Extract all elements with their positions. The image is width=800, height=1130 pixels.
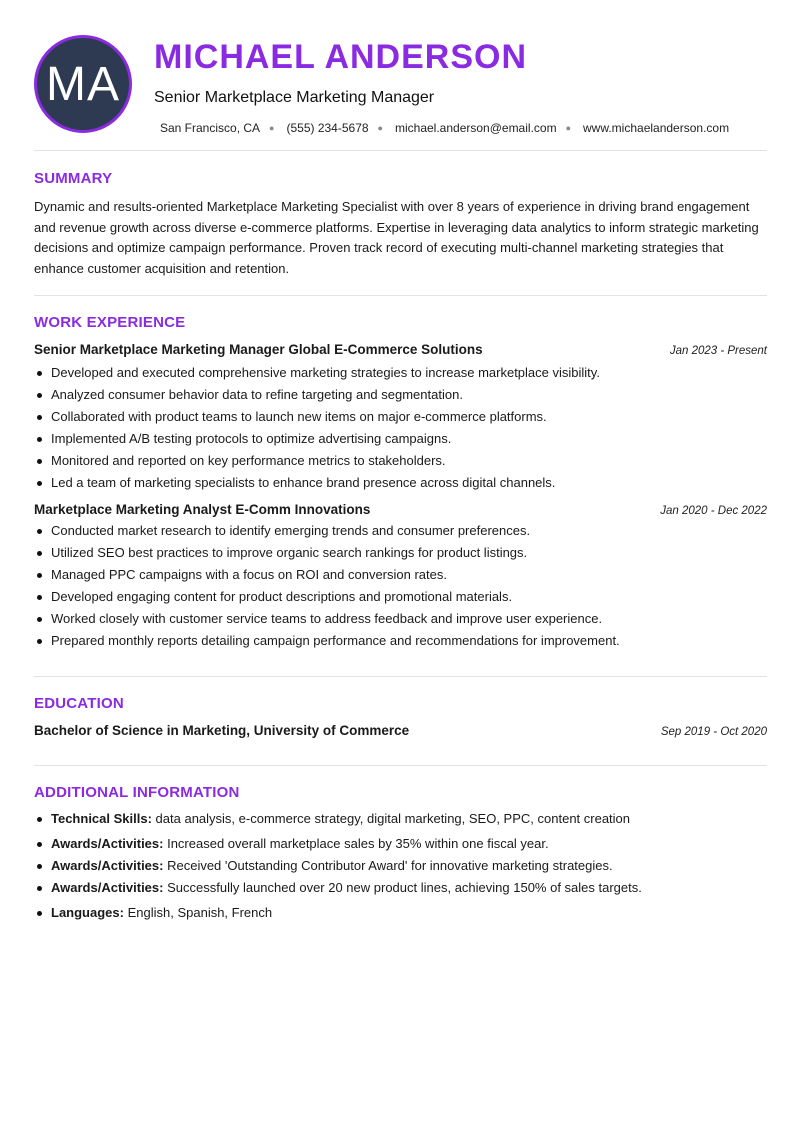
list-item: Utilized SEO best practices to improve organic search rankings for product listings.	[51, 542, 767, 564]
degree: Bachelor of Science in Marketing, University of Commerce	[34, 723, 410, 738]
item-text: Received 'Outstanding Contributor Award' for innovative marketing strategies.	[167, 858, 613, 873]
list-item	[51, 902, 767, 924]
list-item: Analyzed consumer behavior data to refine targeting and segmentation.	[51, 384, 767, 406]
contact-location: San Francisco, CA	[160, 121, 261, 135]
avatar: MA	[34, 35, 132, 133]
item-text: English, Spanish, French	[127, 905, 273, 920]
item-label: Technical Skills:	[51, 811, 152, 826]
job-dates: Jan 2020 - Dec 2022	[660, 505, 767, 517]
summary-section	[34, 151, 767, 295]
job-bullets	[34, 520, 767, 652]
experience-section	[34, 296, 767, 676]
list-item: Conducted market research to identify emerging trends and consumer preferences.	[51, 520, 767, 542]
candidate-name: MICHAEL ANDERSON	[154, 38, 528, 76]
list-item	[51, 808, 767, 830]
list-item: Developed and executed comprehensive marketing strategies to increase marketplace visibility.	[51, 362, 767, 384]
contact-website[interactable]: www.michaelanderson.com	[583, 121, 730, 135]
section-title: WORK EXPERIENCE	[34, 314, 186, 331]
list-item: Implemented A/B testing protocols to optimize advertising campaigns.	[51, 428, 767, 450]
list-item: Worked closely with customer service teams to address feedback and improve user experience.	[51, 608, 767, 630]
list-item	[51, 833, 767, 855]
job-header	[34, 342, 767, 357]
section-title: SUMMARY	[34, 170, 113, 187]
job-role-company: Marketplace Marketing Analyst E-Comm Innovations	[34, 502, 371, 517]
list-item: Prepared monthly reports detailing campaign performance and recommendations for improvement.	[51, 630, 767, 652]
job-dates: Jan 2023 - Present	[669, 345, 767, 357]
item-text: Increased overall marketplace sales by 35% within one fiscal year.	[167, 836, 549, 851]
list-item: Monitored and reported on key performance metrics to stakeholders.	[51, 450, 767, 472]
item-label: Languages:	[51, 905, 124, 920]
candidate-title: Senior Marketplace Marketing Manager	[154, 89, 435, 106]
item-text: Successfully launched over 20 new product lines, achieving 150% of sales targets.	[167, 880, 642, 895]
resume-header	[34, 0, 767, 150]
education-entry	[34, 723, 767, 738]
item-label: Awards/Activities:	[51, 858, 164, 873]
contact-email[interactable]: michael.anderson@email.com	[394, 121, 557, 135]
contact-phone: (555) 234-5678	[286, 121, 369, 135]
job-bullets	[34, 362, 767, 494]
list-item: Managed PPC campaigns with a focus on ROI and conversion rates.	[51, 564, 767, 586]
contact-bar	[160, 121, 729, 135]
additional-list	[34, 808, 767, 924]
list-item	[51, 855, 767, 877]
bullet-separator-icon: ●	[565, 123, 572, 133]
job-entry	[34, 502, 767, 652]
section-title: ADDITIONAL INFORMATION	[34, 784, 240, 801]
bullet-separator-icon: ●	[377, 123, 383, 133]
job-role-company: Senior Marketplace Marketing Manager Global E-Commerce Solutions	[34, 342, 483, 357]
list-item: Developed engaging content for product descriptions and promotional materials.	[51, 586, 767, 608]
bullet-separator-icon: ●	[269, 123, 275, 133]
section-title: EDUCATION	[34, 695, 124, 712]
list-item: Collaborated with product teams to launch new items on major e-commerce platforms.	[51, 406, 767, 428]
item-label: Awards/Activities:	[51, 836, 164, 851]
item-label: Awards/Activities:	[51, 880, 164, 895]
item-text: data analysis, e-commerce strategy, digital marketing, SEO, PPC, content creation	[155, 811, 631, 826]
job-entry	[34, 342, 767, 494]
education-dates: Sep 2019 - Oct 2020	[660, 726, 767, 738]
resume-page	[34, 0, 767, 924]
additional-section	[34, 766, 767, 924]
education-section	[34, 677, 767, 765]
list-item	[51, 877, 767, 899]
summary-text: Dynamic and results-oriented Marketplace Marketing Specialist with over 8 years of experience in driving brand engagement and revenue growth across diverse e-commerce platforms. Expertise in leveraging data analytics to inform strategic marketing decisions and optimize campaign performance. Proven track record of executing multi-channel marketing strategies that enhance customer acquisition and retention.	[34, 199, 759, 276]
list-item: Led a team of marketing specialists to enhance brand presence across digital channels.	[51, 472, 767, 494]
job-header	[34, 502, 767, 517]
